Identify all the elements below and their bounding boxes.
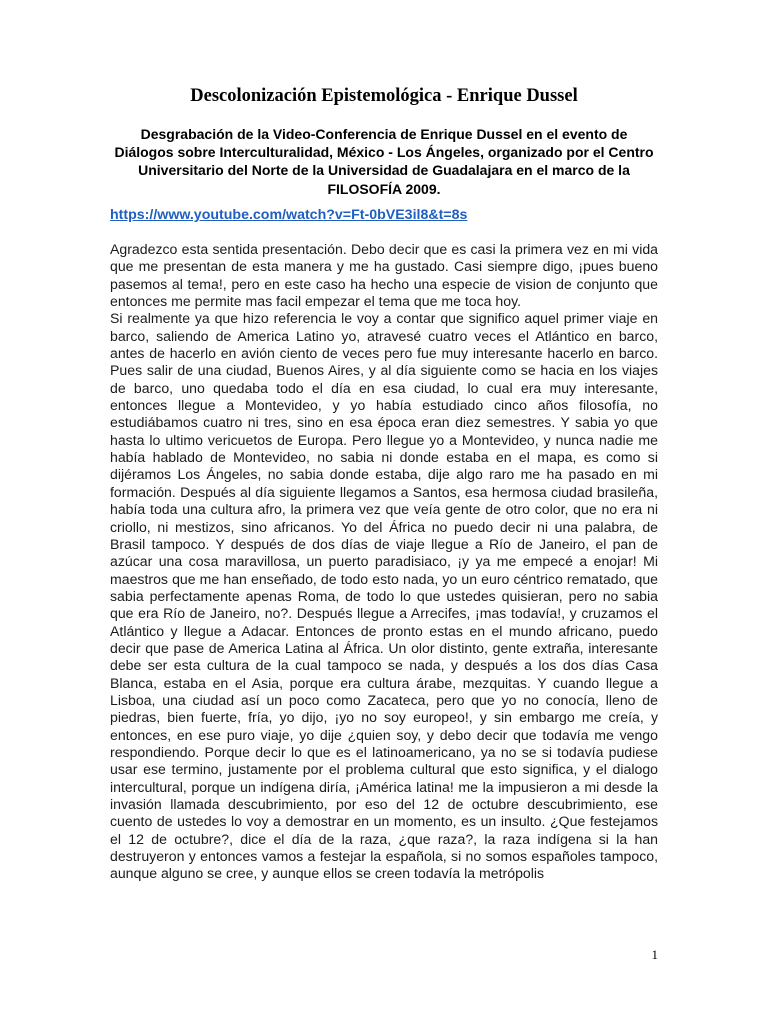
- document-title: Descolonización Epistemológica - Enrique Dussel: [190, 86, 578, 106]
- document-subtitle: Desgrabación de la Video-Conferencia de Enrique Dussel en el evento de Diálogos sobre Interculturalidad, México - Los Ángeles, organizado por el Centro Universitario del Norte de la Universidad de Guadalajara en el marco de la FILOSOFÍA 2009.: [114, 126, 654, 197]
- page-number: 1: [651, 947, 658, 962]
- youtube-link[interactable]: https://www.youtube.com/watch?v=Ft-0bVE3il8&t=8s: [110, 207, 468, 223]
- body-paragraph: Agradezco esta sentida presentación. Debo decir que es casi la primera vez en mi vida que me presentan de esta manera y me ha gustado. Casi siempre digo, ¡pues bueno pasemos al tema!, pero en este caso ha hecho una especie de vision de conjunto que entonces me permite mas facil empezar el tema que me toca hoy.: [110, 241, 658, 310]
- document-body: [110, 241, 658, 883]
- body-paragraph: Si realmente ya que hizo referencia le voy a contar que significo aquel primer viaje en barco, saliendo de America Latino yo, atravesé cuatro veces el Atlántico en barco, antes de hacerlo en avión ciento de veces pero fue muy interesante hacerlo en barco. Pues salir de una ciudad, Buenos Aires, y al día siguiente como se hacia en los viajes de barco, uno quedaba todo el día en esa ciudad, lo cual era muy interesante, entonces llegue a Montevideo, y yo había estudiado cinco años filosofía, no estudiábamos cuatro ni tres, sino en esa época eran diez semestres. Y sabia yo que hasta lo ultimo vericuetos de Europa. Pero llegue yo a Montevideo, y nunca nadie me había hablado de Montevideo, no sabia ni donde estaba en el mapa, es como si dijéramos Los Ángeles, no sabia donde estaba, dije algo raro me ha pasado en mi formación. Después al día siguiente llegamos a Santos, esa hermosa ciudad brasileña, había toda una cultura afro, la primera vez que veía gente de otro color, que no era ni criollo, ni mestizos, sino africanos. Yo del África no puedo decir ni una palabra, de Brasil tampoco. Y después de dos días de viaje llegue a Río de Janeiro, el pan de azúcar una cosa maravillosa, un puerto paradisiaco, ¡y ya me empecé a enojar! Mi maestros que me han enseñado, de todo esto nada, yo un euro céntrico rematado, que sabia perfectamente apenas Roma, de todo lo que ustedes quisieran, pero no sabia que era Río de Janeiro, no?. Después llegue a Arrecifes, ¡mas todavía!, y cruzamos el Atlántico y llegue a Adacar. Entonces de pronto estas en el mundo africano, puedo decir que pase de America Latina al África. Un olor distinto, gente extraña, interesante debe ser esta cultura de la cual tampoco se nada, y después a los dos días Casa Blanca, estaba en el Asia, porque era cultura árabe, mezquitas. Y cuando llegue a Lisboa, una ciudad así un poco como Zacateca, pero que yo no conocía, lleno de piedras, bien fuerte, fría, yo dijo, ¡yo no soy europeo!, y sin embargo me creía, y entonces, en ese puro viaje, yo dije ¿quien soy, y debo decir que todavía me vengo respondiendo. Porque decir lo que es el latinoamericano, ya no se si todavía pudiese usar ese termino, justamente por el problema cultural que esto significa, y el dialogo intercultural, porque un indígena diría, ¡América latina! me la impusieron a mi desde la invasión llamada descubrimiento, por eso del 12 de octubre descubrimiento, ese cuento de ustedes lo voy a demostrar en un momento, es un insulto. ¿Que festejamos el 12 de octubre?, dice el día de la raza, ¿que raza?, la raza indígena si la han destruyeron y entonces vamos a festejar la española, si no somos españoles tampoco, aunque alguno se cree, y aunque ellos se creen todavía la metrópolis: [110, 310, 658, 882]
